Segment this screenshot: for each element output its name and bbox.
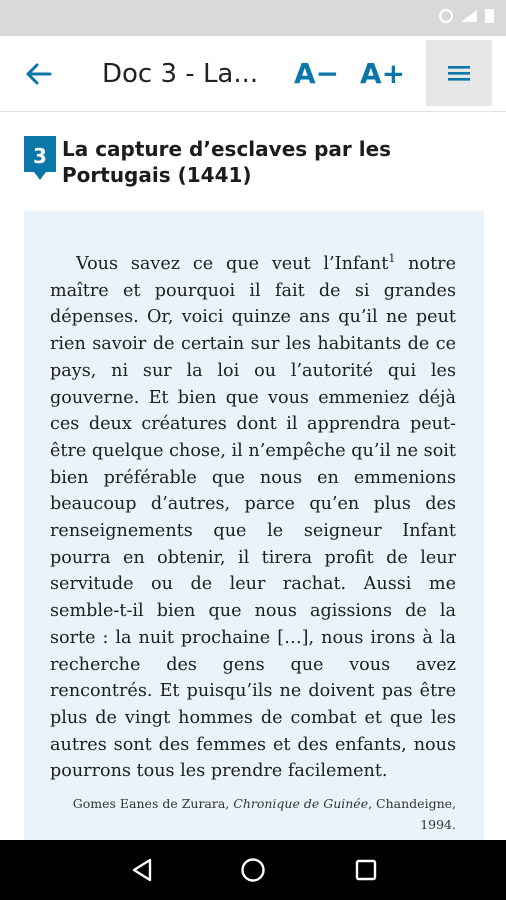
source-publisher: , Chandeigne, 1994. [368,796,456,832]
triangle-back-icon [131,858,153,882]
decrease-font-button[interactable]: A− [294,57,340,90]
nav-back-button[interactable] [122,852,162,888]
status-bar [0,0,506,36]
status-icons [439,9,494,23]
document-text-start: Vous savez ce que veut l’Infant [76,254,389,274]
square-recents-icon [355,859,377,881]
section-heading [24,136,494,196]
source-author: Gomes Eanes de Zurara, [72,796,234,811]
section-number-badge [24,136,56,182]
document-box [24,211,484,840]
nav-recents-button[interactable] [346,852,386,888]
circle-home-icon [240,857,266,883]
signal-icon [461,10,477,22]
sync-icon [439,9,453,23]
navigation-bar [0,840,506,900]
hamburger-menu-icon [448,64,470,82]
document-text [50,251,456,785]
nav-home-button[interactable] [233,852,273,888]
arrow-left-icon [24,62,52,86]
section-title: La capture d’esclaves par les Portugais (1441) [62,137,392,187]
document-source [50,793,456,835]
footnote-marker[interactable]: 1 [388,252,396,266]
menu-button[interactable] [426,40,492,106]
increase-font-button[interactable]: A+ [360,57,406,90]
badge-shape-icon [24,136,56,182]
section-number: 3 [33,144,47,168]
back-button[interactable] [18,56,58,92]
document-text-body: notre maître et pourquoi il fait de si grandes dépenses. Or, voici quinze ans qu’il ne peut rien savoir de certain sur les habitants de ce pays, ni sur la loi ou l’autorité qui les gouverne. Et bien que vous emmeniez déjà ces deux créatures dont il apprendra peut-être quelque chose, il n’empêche qu’il ne soit bien préférable que nous en emmenions beaucoup d’autres, parce qu’en plus des renseignements que le seigneur Infant pourra en obtenir, il tirera profit de leur servitude ou de leur rachat. Aussi me semble-t-il bien que nous agissions de la sorte : la nuit prochaine […], nous irons à la recherche des gens que vous avez rencontrés. Et puisqu’ils ne doivent pas être plus de vingt hommes de combat et que les autres sont des femmes et des enfants, nous pourrons tous les prendre facilement. [50,254,456,782]
top-app-bar [0,36,506,112]
battery-icon [485,9,494,23]
document-title: Doc 3 - La... [102,59,259,89]
source-work: Chronique de Guinée [233,796,369,811]
